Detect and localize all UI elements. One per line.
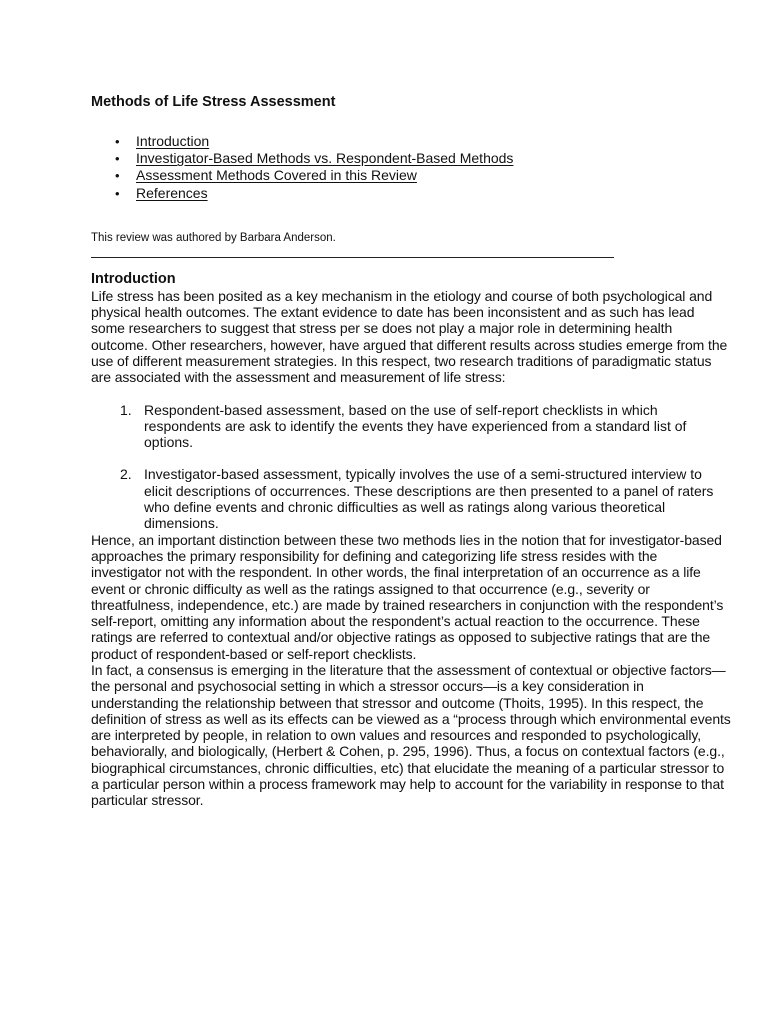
bullet-icon: • (115, 134, 120, 149)
bullet-icon: • (115, 151, 120, 167)
author-line: This review was authored by Barbara Anderson. (91, 231, 336, 244)
intro-paragraph-1: Life stress has been posited as a key mechanism in the etiology and course of both psychological and physical health outcomes. The extant evidence to date has been inconsistent and as such has lead some researchers to suggest that stress per se does not play a major role in determining health outcome. Other researchers, however, have argued that different results across studies emerge from the use of different measurement strategies. In this respect, two research traditions of paradigmatic status are associated with the assessment and measurement of life stress: (91, 287, 728, 386)
document-title: Methods of Life Stress Assessment (91, 94, 336, 110)
bullet-icon: • (115, 185, 120, 201)
toc-link-introduction[interactable]: Introduction (136, 133, 210, 149)
list-number: 1. (120, 401, 132, 418)
numbered-list-item (91, 466, 731, 531)
toc-item-references (91, 185, 731, 202)
intro-paragraph-3: In fact, a consensus is emerging in the literature that the assessment of contextual or objective factors—the personal and psychosocial setting in which a stressor occurs—is a key consideration in understanding the relationship between that stressor and outcome (Thoits, 1995). In this respect, the definition of stress as well as its effects can be viewed as a “process through which environmental events are interpreted by people, in relation to own values and resources and responded to psychologically, behaviorally, and biologically, (Herbert & Cohen, p. 295, 1996). Thus, a focus on contextual factors (e.g., biographical circumstances, chronic difficulties, etc) that elucidate the meaning of a particular stressor to a particular person within a process framework may help to account for the variability in response to that particular stressor. (91, 661, 731, 809)
list-item-text: Respondent-based assessment, based on the use of self-report checklists in which respondents are ask to identify the events they have experienced from a standard list of options. (144, 401, 687, 451)
list-number: 2. (120, 466, 132, 483)
toc-item-introduction (91, 133, 731, 150)
section-heading-introduction: Introduction (91, 270, 176, 287)
numbered-list (91, 402, 731, 532)
table-of-contents (91, 133, 731, 202)
toc-item-methods-comparison (91, 150, 731, 167)
toc-link-methods-comparison[interactable]: Investigator-Based Methods vs. Respondent-Based Methods (136, 150, 514, 167)
toc-link-assessment-methods[interactable]: Assessment Methods Covered in this Review (136, 167, 417, 184)
toc-link-references[interactable]: References (136, 184, 208, 201)
document-page (91, 93, 731, 809)
horizontal-divider (91, 257, 614, 258)
numbered-list-item (91, 402, 731, 451)
list-item-text: Investigator-based assessment, typically involves the use of a semi-structured interview to elicit descriptions of occurrences. These descriptions are then presented to a panel of raters who define events and chronic difficulties as well as ratings along various theoretical dimensions. (144, 466, 714, 532)
toc-item-assessment-methods (91, 167, 731, 184)
intro-paragraph-2: Hence, an important distinction between these two methods lies in the notion that for investigator-based approaches the primary responsibility for defining and categorizing life stress resides with the investigator not with the respondent. In other words, the final interpretation of an occurrence as a life event or chronic difficulty as well as the ratings assigned to that occurrence (e.g., severity or threatfulness, independence, etc.) are made by trained researchers in conjunction with the respondent’s self-report, omitting any information about the respondent’s actual reaction to the occurrence. These ratings are referred to contextual and/or objective ratings as opposed to subjective ratings that are the product of respondent-based or self-report checklists. (91, 531, 724, 662)
bullet-icon: • (115, 168, 120, 184)
